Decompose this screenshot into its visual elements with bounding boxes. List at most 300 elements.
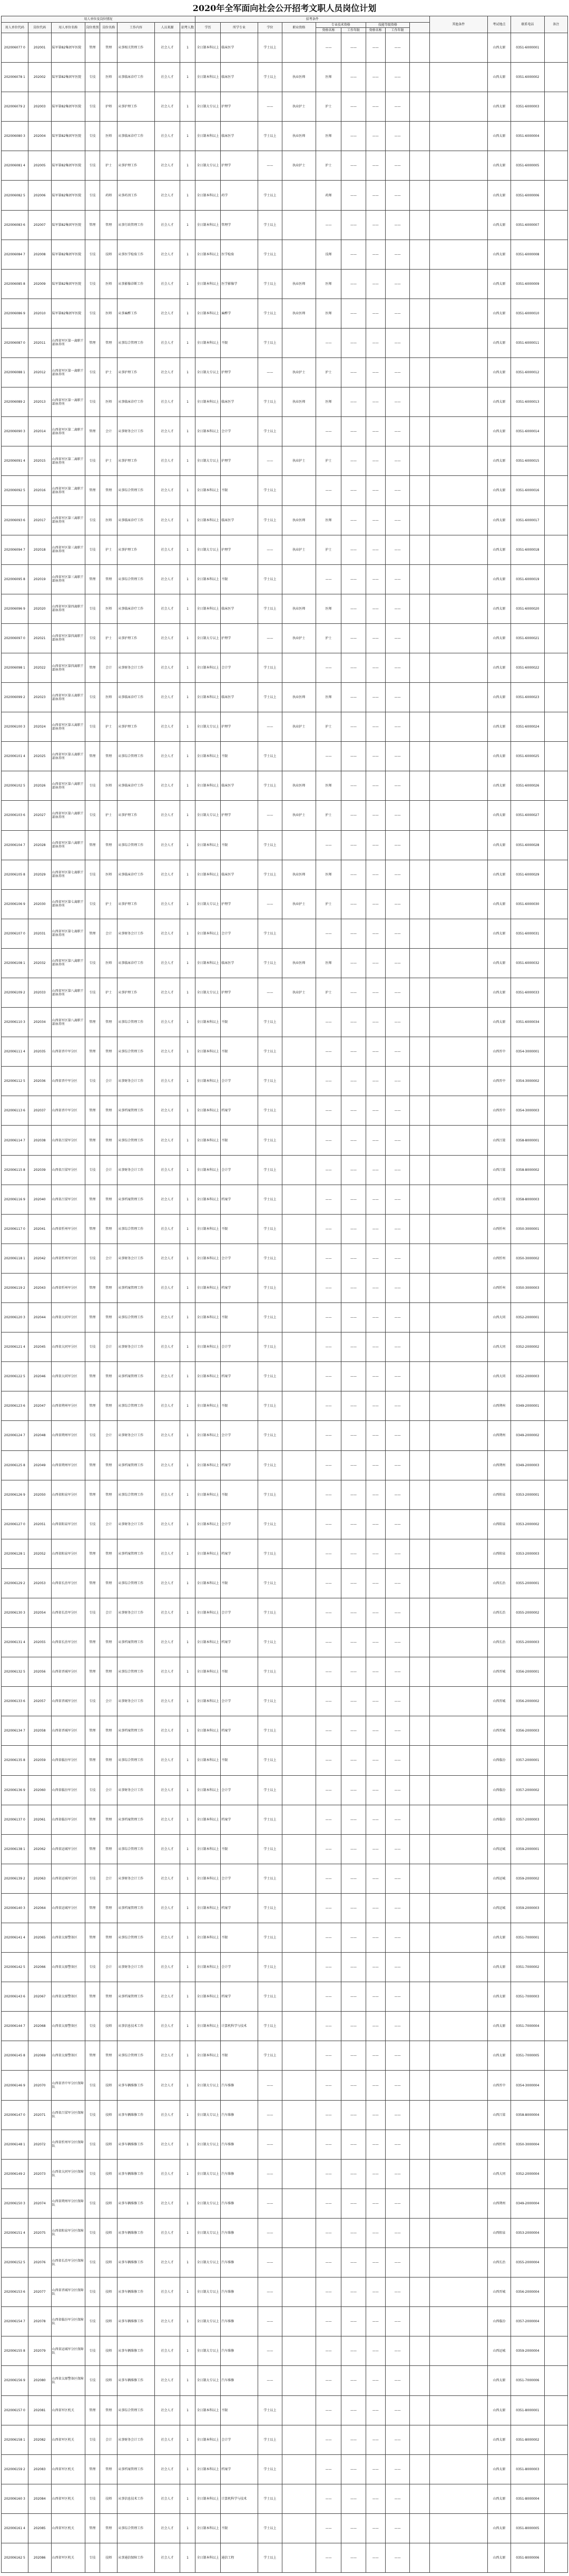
cell-contact: 0351-6000022 — [511, 653, 544, 682]
cell-tech-years: —— — [341, 1953, 366, 1982]
cell-post-name: 会计 — [100, 1155, 117, 1185]
cell-remark — [544, 181, 567, 210]
cell-source: 社会人才 — [154, 2277, 180, 2307]
cell-dept-code: 202006100 3 — [2, 712, 28, 742]
cell-count: 1 — [180, 1893, 195, 1923]
cell-tech-years: —— — [341, 387, 366, 417]
cell-tech-years: —— — [341, 1214, 366, 1244]
cell-dept-name: 山西省朔州军分区 — [51, 1391, 85, 1421]
table-row — [2, 2336, 568, 2366]
cell-degree: 学士以上 — [258, 1273, 282, 1302]
cell-other — [429, 1008, 487, 1037]
cell-count: 1 — [180, 1539, 195, 1568]
cell-tech-cert: —— — [316, 1568, 341, 1598]
cell-post-name: 医师 — [100, 594, 117, 623]
cell-degree: 学士以上 — [258, 2012, 282, 2041]
cell-duty: 从事临床诊疗工作 — [117, 594, 154, 623]
cell-major: 不限 — [221, 1657, 258, 1687]
table-row — [2, 1421, 568, 1450]
cell-skill-cert: —— — [366, 417, 385, 446]
cell-remark — [544, 1185, 567, 1214]
cell-post-name: 管理 — [100, 1126, 117, 1155]
cell-remark — [544, 1480, 567, 1509]
cell-other — [429, 1303, 487, 1332]
cell-degree: —— — [258, 623, 282, 653]
cell-degree: —— — [258, 2218, 282, 2247]
cell-degree: 学士以上 — [258, 33, 282, 63]
cell-source: 社会人才 — [154, 2189, 180, 2218]
cell-exam-place: 山西太原 — [487, 240, 511, 269]
cell-post-name: 会计 — [100, 919, 117, 948]
cell-cert: 执业护士 — [282, 801, 316, 830]
header-post-code: 岗位代码 — [28, 23, 51, 33]
cell-spare — [410, 1008, 429, 1037]
cell-education: 全日制本科以上 — [195, 919, 220, 948]
cell-dept-code: 202006079 2 — [2, 92, 28, 122]
cell-source: 社会人才 — [154, 122, 180, 151]
cell-other — [429, 1214, 487, 1244]
cell-dept-name: 山西省太原警备区 — [51, 1953, 85, 1982]
cell-tech-cert: 医师 — [316, 299, 341, 328]
cell-post-category: 专技 — [85, 801, 100, 830]
cell-skill-cert: —— — [366, 2012, 385, 2041]
cell-degree: 学士以上 — [258, 1332, 282, 1362]
cell-exam-place: 山西吕梁 — [487, 1126, 511, 1155]
cell-duty: 从事档案管理工作 — [117, 1805, 154, 1834]
cell-cert: 执业医师 — [282, 63, 316, 92]
header-major: 所学专业 — [221, 23, 258, 33]
cell-other — [429, 2543, 487, 2572]
cell-source: 社会人才 — [154, 2100, 180, 2130]
cell-post-category: 管理 — [85, 1096, 100, 1126]
cell-cert — [282, 1421, 316, 1450]
cell-spare — [410, 594, 429, 623]
cell-dept-name: 山西省吕梁军分区保障队 — [51, 2100, 85, 2130]
cell-dept-code: 202006086 9 — [2, 299, 28, 328]
cell-spare — [410, 535, 429, 564]
cell-post-name: 管理 — [100, 328, 117, 357]
cell-contact: 0358-8000004 — [511, 2100, 544, 2130]
cell-source: 社会人才 — [154, 2130, 180, 2159]
cell-tech-cert: 医师 — [316, 122, 341, 151]
table-row — [2, 33, 568, 63]
cell-skill-years: —— — [386, 1953, 410, 1982]
cell-duty: 从事档案管理工作 — [117, 1185, 154, 1214]
cell-dept-name: 山西省临汾军分区保障队 — [51, 2307, 85, 2336]
cell-cert — [282, 2277, 316, 2307]
cell-major: 临床医学 — [221, 122, 258, 151]
cell-cert — [282, 2307, 316, 2336]
cell-skill-years: —— — [386, 2189, 410, 2218]
cell-education: 全日制本科以上 — [195, 1185, 220, 1214]
cell-tech-cert: —— — [316, 1775, 341, 1805]
cell-other — [429, 830, 487, 860]
cell-skill-years: —— — [386, 2130, 410, 2159]
cell-exam-place: 山西长治 — [487, 1568, 511, 1598]
cell-other — [429, 122, 487, 151]
cell-other — [429, 2041, 487, 2071]
cell-cert — [282, 2395, 316, 2425]
cell-post-category: 专技 — [85, 1244, 100, 1273]
cell-skill-years: —— — [386, 860, 410, 889]
cell-source: 社会人才 — [154, 1421, 180, 1450]
cell-exam-place: 山西太原 — [487, 92, 511, 122]
cell-skill-cert: —— — [366, 2071, 385, 2100]
cell-skill-cert: —— — [366, 1746, 385, 1775]
table-row — [2, 1214, 568, 1244]
cell-exam-place: 山西运城 — [487, 1864, 511, 1893]
cell-tech-cert: —— — [316, 2513, 341, 2543]
cell-tech-years: —— — [341, 151, 366, 181]
cell-source: 社会人才 — [154, 742, 180, 771]
cell-duty: 从事车辆维修工作 — [117, 2189, 154, 2218]
cell-duty: 从事护理工作 — [117, 978, 154, 1008]
cell-post-category: 管理 — [85, 564, 100, 594]
cell-duty: 从事综合管理工作 — [117, 1923, 154, 1953]
cell-contact: 0357-2000004 — [511, 2307, 544, 2336]
cell-other — [429, 476, 487, 505]
cell-major: 不限 — [221, 2041, 258, 2071]
cell-post-code: 202039 — [28, 1155, 51, 1185]
cell-remark — [544, 1539, 567, 1568]
cell-dept-name: 山西省朔州军分区保障队 — [51, 2189, 85, 2218]
cell-spare — [410, 387, 429, 417]
cell-post-code: 202008 — [28, 240, 51, 269]
cell-post-name: 管理 — [100, 33, 117, 63]
cell-contact: 0351-8000005 — [511, 2513, 544, 2543]
cell-degree: 学士以上 — [258, 683, 282, 712]
cell-degree: 学士以上 — [258, 1067, 282, 1096]
cell-major: 护理学 — [221, 151, 258, 181]
cell-dept-name: 山西省军区第四离职干部休养所 — [51, 594, 85, 623]
cell-contact: 0351-8000002 — [511, 2425, 544, 2454]
cell-education: 全日制本科以上 — [195, 1864, 220, 1893]
cell-skill-years: —— — [386, 1509, 410, 1539]
cell-skill-years: —— — [386, 1834, 410, 1864]
cell-duty: 从事车辆维修工作 — [117, 2366, 154, 2395]
cell-dept-name: 山西省军区机关 — [51, 2454, 85, 2484]
cell-dept-name: 山西省太原警备区 — [51, 1923, 85, 1953]
cell-tech-cert: —— — [316, 1923, 341, 1953]
cell-major: 不限 — [221, 1746, 258, 1775]
cell-post-code: 202086 — [28, 2543, 51, 2572]
cell-count: 1 — [180, 505, 195, 535]
header-exam-place: 考试地点 — [487, 16, 511, 33]
cell-contact: 0359-2000001 — [511, 1834, 544, 1864]
cell-post-category: 专技 — [85, 2130, 100, 2159]
cell-post-name: 技师 — [100, 2307, 117, 2336]
table-row — [2, 2543, 568, 2572]
cell-dept-name: 山西省朔州军分区 — [51, 1421, 85, 1450]
cell-major: 档案学 — [221, 1539, 258, 1568]
cell-remark — [544, 1953, 567, 1982]
cell-source: 社会人才 — [154, 1185, 180, 1214]
cell-major: 会计学 — [221, 1244, 258, 1273]
cell-tech-cert: 医师 — [316, 387, 341, 417]
cell-post-name: 会计 — [100, 1687, 117, 1716]
cell-skill-years: —— — [386, 1037, 410, 1067]
cell-major: 档案学 — [221, 1096, 258, 1126]
cell-tech-years: —— — [341, 1775, 366, 1805]
cell-post-category: 专技 — [85, 1687, 100, 1716]
cell-cert: 执业医师 — [282, 948, 316, 978]
cell-skill-cert: —— — [366, 2395, 385, 2425]
cell-cert — [282, 1303, 316, 1332]
cell-count: 1 — [180, 2543, 195, 2572]
cell-duty: 从事信息技术工作 — [117, 2484, 154, 2513]
cell-duty: 从事临床诊疗工作 — [117, 771, 154, 801]
cell-remark — [544, 623, 567, 653]
cell-post-name: 医师 — [100, 771, 117, 801]
cell-degree: 学士以上 — [258, 1539, 282, 1568]
cell-spare — [410, 1657, 429, 1687]
header-post-category: 岗位类别 — [85, 23, 100, 33]
cell-post-category: 专技 — [85, 948, 100, 978]
cell-count: 1 — [180, 860, 195, 889]
cell-post-code: 202074 — [28, 2189, 51, 2218]
cell-dept-code: 202006127 0 — [2, 1509, 28, 1539]
job-table-body — [2, 33, 568, 2573]
cell-source: 社会人才 — [154, 712, 180, 742]
cell-cert: 执业医师 — [282, 387, 316, 417]
cell-cert: 执业医师 — [282, 860, 316, 889]
cell-skill-years: —— — [386, 2041, 410, 2071]
cell-post-category: 专技 — [85, 2366, 100, 2395]
cell-degree: 学士以上 — [258, 2543, 282, 2572]
table-row — [2, 1126, 568, 1155]
cell-spare — [410, 446, 429, 476]
table-row — [2, 771, 568, 801]
cell-degree: —— — [258, 2130, 282, 2159]
cell-count: 1 — [180, 1716, 195, 1746]
table-row — [2, 1509, 568, 1539]
cell-dept-name: 山西省军区第八离职干部休养所 — [51, 948, 85, 978]
cell-post-category: 专技 — [85, 1421, 100, 1450]
cell-spare — [410, 1244, 429, 1273]
cell-dept-name: 山西省长治军分区保障队 — [51, 2248, 85, 2277]
cell-post-code: 202063 — [28, 1864, 51, 1893]
cell-skill-cert: —— — [366, 2336, 385, 2366]
cell-exam-place: 山西太原 — [487, 1008, 511, 1037]
cell-contact: 0356-2000002 — [511, 1687, 544, 1716]
cell-spare — [410, 1067, 429, 1096]
cell-post-code: 202024 — [28, 712, 51, 742]
cell-degree: —— — [258, 2248, 282, 2277]
cell-post-category: 专技 — [85, 2071, 100, 2100]
cell-contact: 0351-6000004 — [511, 122, 544, 151]
cell-dept-code: 202006154 7 — [2, 2307, 28, 2336]
cell-major: 不限 — [221, 1008, 258, 1037]
cell-contact: 0351-7000002 — [511, 1953, 544, 1982]
cell-post-code: 202070 — [28, 2071, 51, 2100]
cell-post-code: 202048 — [28, 1421, 51, 1450]
cell-contact: 0351-6000015 — [511, 446, 544, 476]
cell-dept-name: 陆军第82集团军医院 — [51, 181, 85, 210]
cell-post-name: 管理 — [100, 476, 117, 505]
cell-remark — [544, 1509, 567, 1539]
cell-tech-years: —— — [341, 2277, 366, 2307]
table-row — [2, 92, 568, 122]
cell-skill-cert: —— — [366, 1864, 385, 1893]
cell-major: 不限 — [221, 2513, 258, 2543]
cell-source: 社会人才 — [154, 1775, 180, 1805]
cell-post-code: 202043 — [28, 1273, 51, 1302]
cell-dept-code: 202006159 2 — [2, 2454, 28, 2484]
cell-tech-cert: —— — [316, 742, 341, 771]
cell-cert — [282, 1391, 316, 1421]
cell-tech-years: —— — [341, 2012, 366, 2041]
cell-tech-years: —— — [341, 328, 366, 357]
cell-duty: 从事综合管理工作 — [117, 564, 154, 594]
cell-skill-years: —— — [386, 122, 410, 151]
cell-post-name: 技师 — [100, 240, 117, 269]
cell-remark — [544, 2130, 567, 2159]
cell-degree: —— — [258, 358, 282, 387]
cell-skill-cert: —— — [366, 860, 385, 889]
cell-source: 社会人才 — [154, 623, 180, 653]
cell-tech-cert: —— — [316, 1067, 341, 1096]
cell-other — [429, 1273, 487, 1302]
cell-duty: 从事综合管理工作 — [117, 1008, 154, 1037]
cell-skill-years: —— — [386, 623, 410, 653]
cell-exam-place: 山西太原 — [487, 33, 511, 63]
cell-post-code: 202004 — [28, 122, 51, 151]
cell-education: 全日制大专以上 — [195, 2130, 220, 2159]
cell-other — [429, 151, 487, 181]
cell-source: 社会人才 — [154, 1716, 180, 1746]
cell-tech-cert: 护士 — [316, 535, 341, 564]
cell-duty: 从事车辆维修工作 — [117, 2277, 154, 2307]
cell-duty: 从事财务会计工作 — [117, 919, 154, 948]
cell-other — [429, 2336, 487, 2366]
cell-major: 会计学 — [221, 1687, 258, 1716]
cell-exam-place: 山西晋中 — [487, 2071, 511, 2100]
cell-tech-cert: —— — [316, 1746, 341, 1775]
table-row — [2, 1657, 568, 1687]
cell-major: 护理学 — [221, 801, 258, 830]
cell-contact: 0351-6000032 — [511, 948, 544, 978]
cell-dept-name: 山西省军区第六离职干部休养所 — [51, 771, 85, 801]
cell-post-category: 管理 — [85, 33, 100, 63]
cell-spare — [410, 1864, 429, 1893]
table-row — [2, 1037, 568, 1067]
cell-post-category: 管理 — [85, 1568, 100, 1598]
cell-skill-cert: —— — [366, 1598, 385, 1627]
cell-dept-code: 202006130 3 — [2, 1598, 28, 1627]
cell-major: 不限 — [221, 742, 258, 771]
cell-degree: 学士以上 — [258, 1303, 282, 1332]
cell-tech-cert: —— — [316, 2277, 341, 2307]
cell-skill-years: —— — [386, 358, 410, 387]
cell-dept-name: 山西省朔州军分区 — [51, 1450, 85, 1480]
cell-other — [429, 269, 487, 299]
cell-exam-place: 山西太原 — [487, 476, 511, 505]
cell-cert: 执业护士 — [282, 92, 316, 122]
cell-other — [429, 683, 487, 712]
cell-other — [429, 1598, 487, 1627]
cell-post-category: 专技 — [85, 387, 100, 417]
cell-tech-cert: —— — [316, 1450, 341, 1480]
cell-dept-code: 202006077 0 — [2, 33, 28, 63]
cell-other — [429, 33, 487, 63]
cell-tech-cert: 医师 — [316, 860, 341, 889]
cell-major: 医学影像学 — [221, 269, 258, 299]
cell-remark — [544, 505, 567, 535]
cell-cert — [282, 1923, 316, 1953]
cell-post-name: 医师 — [100, 860, 117, 889]
cell-spare — [410, 623, 429, 653]
cell-source: 社会人才 — [154, 1687, 180, 1716]
cell-contact: 0351-6000014 — [511, 417, 544, 446]
cell-spare — [410, 358, 429, 387]
cell-major: 计算机科学与技术 — [221, 2484, 258, 2513]
cell-duty: 从事信息技术工作 — [117, 2012, 154, 2041]
cell-duty: 从事临床诊疗工作 — [117, 683, 154, 712]
cell-remark — [544, 771, 567, 801]
cell-dept-name: 山西省运城军分区 — [51, 1864, 85, 1893]
cell-spare — [410, 1509, 429, 1539]
cell-major: 档案学 — [221, 1805, 258, 1834]
cell-dept-code: 202006132 5 — [2, 1657, 28, 1687]
cell-remark — [544, 1155, 567, 1185]
cell-contact: 0351-6000007 — [511, 210, 544, 240]
cell-post-code: 202051 — [28, 1509, 51, 1539]
cell-dept-code: 202006156 9 — [2, 2366, 28, 2395]
cell-post-category: 管理 — [85, 1716, 100, 1746]
cell-post-code: 202059 — [28, 1746, 51, 1775]
cell-skill-cert: —— — [366, 2130, 385, 2159]
cell-dept-name: 山西省晋中军分区 — [51, 1096, 85, 1126]
cell-tech-cert: 医师 — [316, 683, 341, 712]
cell-remark — [544, 1834, 567, 1864]
cell-other — [429, 1480, 487, 1509]
cell-dept-name: 山西省军区第二离职干部休养所 — [51, 417, 85, 446]
cell-dept-code: 202006123 6 — [2, 1391, 28, 1421]
cell-post-category: 专技 — [85, 771, 100, 801]
cell-tech-cert: 技师 — [316, 240, 341, 269]
cell-exam-place: 山西太原 — [487, 683, 511, 712]
cell-remark — [544, 978, 567, 1008]
cell-major: 会计学 — [221, 1775, 258, 1805]
cell-dept-code: 202006083 6 — [2, 210, 28, 240]
cell-skill-cert: —— — [366, 122, 385, 151]
cell-dept-name: 山西省太原警备区保障队 — [51, 2366, 85, 2395]
cell-dept-code: 202006104 7 — [2, 830, 28, 860]
cell-post-name: 技师 — [100, 2130, 117, 2159]
cell-post-code: 202014 — [28, 417, 51, 446]
cell-dept-name: 山西省晋城军分区 — [51, 1687, 85, 1716]
cell-dept-code: 202006143 6 — [2, 1982, 28, 2012]
cell-spare — [410, 63, 429, 92]
cell-dept-code: 202006120 3 — [2, 1303, 28, 1332]
cell-dept-code: 202006087 0 — [2, 328, 28, 357]
cell-exam-place: 山西太原 — [487, 181, 511, 210]
cell-tech-cert: —— — [316, 417, 341, 446]
cell-source: 社会人才 — [154, 919, 180, 948]
cell-source: 社会人才 — [154, 1893, 180, 1923]
cell-dept-code: 202006136 9 — [2, 1775, 28, 1805]
cell-tech-cert: —— — [316, 1480, 341, 1509]
cell-skill-cert: —— — [366, 1421, 385, 1450]
cell-tech-years: —— — [341, 2071, 366, 2100]
cell-skill-cert: —— — [366, 683, 385, 712]
cell-degree: —— — [258, 712, 282, 742]
cell-exam-place: 山西太原 — [487, 417, 511, 446]
cell-post-name: 技师 — [100, 2012, 117, 2041]
cell-spare — [410, 2189, 429, 2218]
cell-dept-code: 202006081 4 — [2, 151, 28, 181]
cell-count: 1 — [180, 653, 195, 682]
